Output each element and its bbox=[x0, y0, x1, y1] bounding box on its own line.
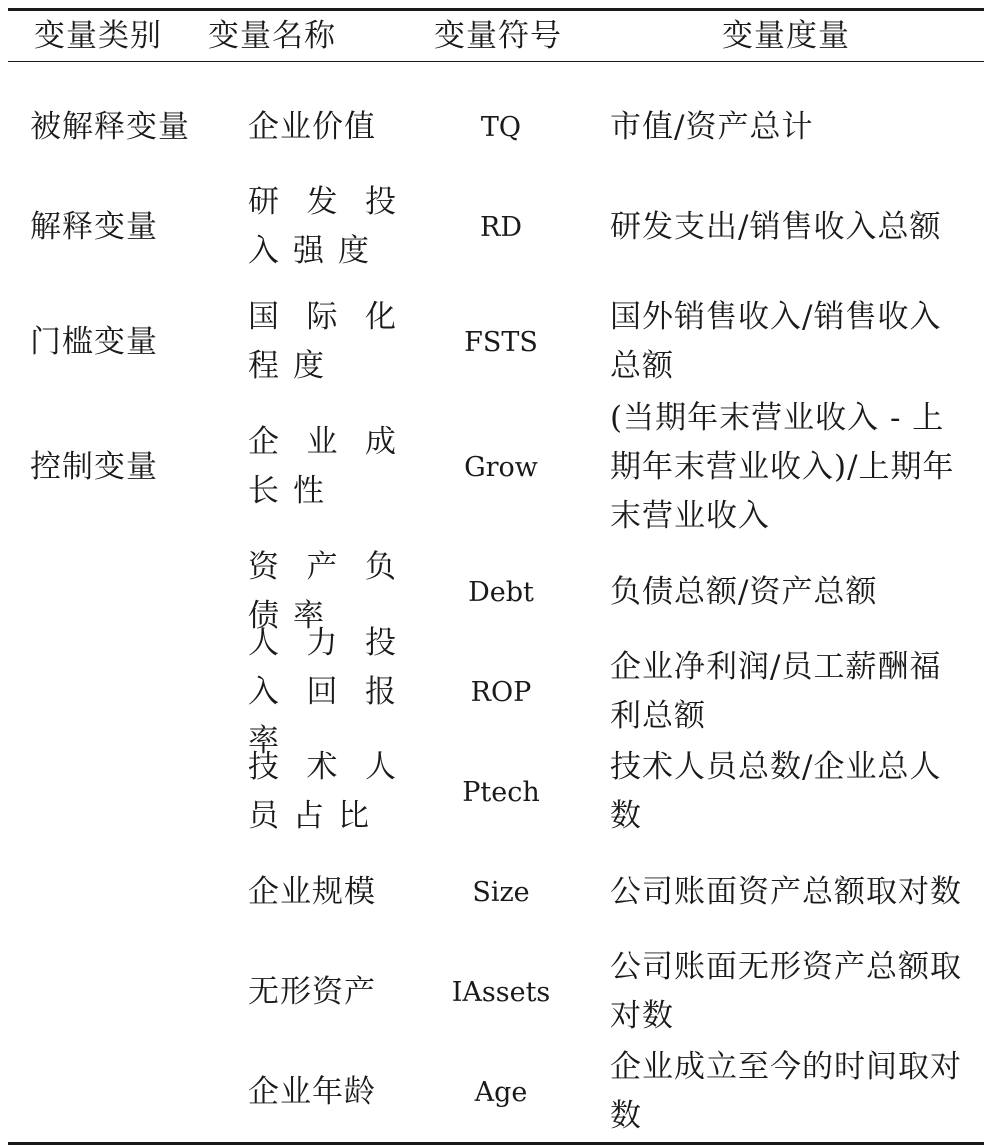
row-measure: 企业净利润/员工薪酬福利总额 bbox=[610, 649, 942, 734]
row-symbol: Size bbox=[472, 876, 530, 908]
row-symbol: IAssets bbox=[451, 976, 551, 1008]
row-symbol: Ptech bbox=[462, 776, 540, 808]
row-measure: (当期年末营业收入 - 上期年末营业收入)/上期年末营业收入 bbox=[610, 399, 955, 534]
row-category: 门槛变量 bbox=[30, 323, 158, 360]
table-row bbox=[8, 842, 984, 942]
row-variable-name: 资产负债率 bbox=[248, 549, 410, 634]
table-row bbox=[8, 162, 984, 292]
row-measure: 研发支出/销售收入总额 bbox=[610, 208, 942, 245]
row-variable-name: 国际化程度 bbox=[248, 299, 410, 384]
row-variable-name: 技术人员占比 bbox=[248, 749, 410, 834]
table-row bbox=[8, 292, 984, 392]
variable-table bbox=[8, 8, 984, 1145]
header-name: 变量名称 bbox=[208, 17, 336, 54]
row-measure: 技术人员总数/企业总人数 bbox=[610, 749, 942, 834]
row-category: 控制变量 bbox=[30, 448, 158, 485]
row-symbol: Debt bbox=[468, 576, 534, 608]
table-row bbox=[8, 742, 984, 842]
table-row bbox=[8, 1042, 984, 1142]
row-symbol: Age bbox=[474, 1076, 528, 1108]
row-measure: 市值/资产总计 bbox=[610, 108, 814, 145]
row-symbol: RD bbox=[480, 211, 522, 243]
row-variable-name: 企业价值 bbox=[248, 108, 376, 145]
row-measure: 国外销售收入/销售收入总额 bbox=[610, 299, 942, 384]
table-row bbox=[8, 624, 984, 759]
header-symbol: 变量符号 bbox=[434, 17, 562, 54]
row-variable-name: 无形资产 bbox=[248, 973, 376, 1010]
table-row bbox=[8, 92, 984, 162]
header-measure: 变量度量 bbox=[722, 17, 850, 54]
table-row bbox=[8, 392, 984, 542]
table-row bbox=[8, 942, 984, 1042]
row-variable-name: 研发投入强度 bbox=[248, 184, 410, 269]
row-measure: 负债总额/资产总额 bbox=[610, 573, 878, 610]
row-variable-name: 人力投入回报率 bbox=[248, 624, 410, 759]
row-measure: 公司账面无形资产总额取对数 bbox=[610, 949, 962, 1034]
row-measure: 企业成立至今的时间取对数 bbox=[610, 1049, 962, 1134]
table-row bbox=[8, 542, 984, 642]
header-category: 变量类别 bbox=[34, 17, 162, 54]
row-variable-name: 企业成长性 bbox=[248, 424, 410, 509]
row-category: 解释变量 bbox=[30, 208, 158, 245]
row-measure: 公司账面资产总额取对数 bbox=[610, 873, 962, 910]
row-symbol: ROP bbox=[470, 676, 532, 708]
row-symbol: FSTS bbox=[464, 326, 538, 358]
row-symbol: Grow bbox=[464, 451, 538, 483]
row-variable-name: 企业年龄 bbox=[248, 1073, 376, 1110]
table-header-row bbox=[8, 11, 984, 61]
row-category: 被解释变量 bbox=[30, 108, 190, 145]
row-symbol: TQ bbox=[480, 111, 522, 143]
row-variable-name: 企业规模 bbox=[248, 873, 376, 910]
